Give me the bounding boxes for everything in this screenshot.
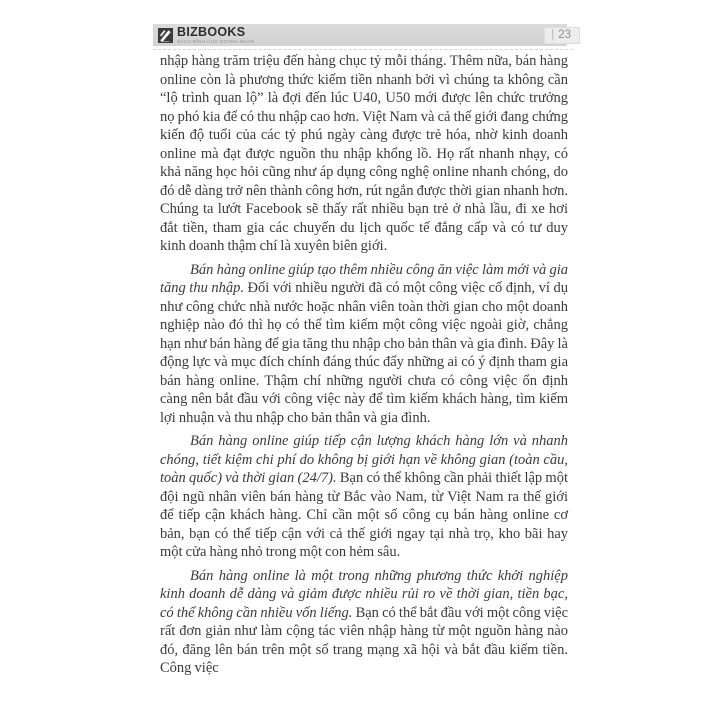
paragraph-2-lead-sentence: Bán hàng online giúp tạo thêm nhiều công ăn việc làm mới và gia tăng thu nhập. — [160, 261, 568, 296]
brand-text — [177, 26, 254, 44]
paragraph-2-text: Đối với nhiều người đã có một công việc cố định, ví dụ như công chức nhà nước hoặc nhân viên toàn thời gian cho một doanh nghiệp nào đó thì họ có thể tìm kiếm một công việc ngoài giờ, chẳng hạn như bán hàng để gia tăng thu nhập cho bản thân và gia đình. Đây là động lực và mục đích chính đáng thúc đẩy những ai có ý định tham gia bán hàng online. Thậm chí những người chưa có công việc ổn định càng nên bắt đầu với công việc này để tìm kiếm khách hàng, tìm kiếm lợi nhuận và thu nhập cho bản thân và gia đình. — [160, 280, 568, 426]
paragraph-3-text: Bạn có thể không cần phải thiết lập một đội ngũ nhân viên bán hàng từ Bắc vào Nam, từ Việt Nam ra thế giới để tiếp cận khách hàng. Chỉ cần một số công cụ bán hàng online cơ bản, bạn có thể tiếp cận với cả thế giới ngay tại nhà trọ, kho bãi hay một cửa hàng nhỏ trong một con hẻm sâu. — [160, 470, 568, 560]
body-text — [160, 52, 568, 678]
brand-tagline: SÁCH ĐỈNH CHO DOANH NHÂN — [177, 39, 255, 44]
page-number — [544, 27, 580, 44]
paragraph-4-text: Bạn có thể bắt đầu với một công việc rất đơn giản như làm cộng tác viên nhập hàng từ một nguồn hàng nào đó, đăng lên bán trên một số trang mạng xã hội và bắt đầu kiếm tiền. Công việc — [160, 604, 569, 676]
page-number-divider: | — [551, 28, 555, 41]
paragraph-4 — [160, 567, 568, 678]
publisher-logo — [158, 26, 254, 44]
bizbooks-logo-icon — [158, 28, 173, 43]
paragraph-3-lead-sentence: Bán hàng online giúp tiếp cận lượng khách hàng lớn và nhanh chóng, tiết kiệm chi phí do không bị giới hạn về không gian (toàn cầu, toàn quốc) và thời gian (24/7). — [160, 433, 568, 486]
paragraph-2 — [160, 261, 568, 428]
page-header-bar — [153, 24, 571, 46]
paragraph-3 — [160, 432, 568, 562]
brand-name: BIZBOOKS — [177, 25, 246, 39]
header-dashed-rule — [153, 49, 573, 50]
paragraph-4-lead-sentence: Bán hàng online là một trong những phương thức khởi nghiệp kinh doanh dễ dàng và giảm được nhiều rủi ro về thời gian, tiền bạc, có thể không cần nhiều vốn liếng. — [160, 567, 568, 621]
paragraph-1-text: nhập hàng trăm triệu đến hàng chục tỷ mỗi tháng. Thêm nữa, bán hàng online còn là phương thức kiếm tiền nhanh bởi vì chúng ta không cần “lộ trình quan lộ” là đợi đến lúc U40, U50 mới được lên chức trưởng nọ phó kia để có thu nhập cao hơn. Việt Nam và cả thế giới đang chứng kiến độ tuổi của các tỷ phú ngày càng được trẻ hóa, nhờ kinh doanh online mà đạt được nguồn thu nhập khổng lồ. Họ rất nhanh nhạy, có khả năng học hỏi cũng như áp dụng công nghệ online nhanh chóng, do đó dễ dàng trở nên thành công hơn, rút ngắn được thời gian nhanh hơn. Chúng ta lướt Facebook sẽ thấy rất nhiều bạn trẻ ở nhà lầu, đi xe hơi đắt tiền, tham gia các chuyến du lịch quốc tế đẳng cấp và có tư duy kinh doanh thậm chí là xuyên biên giới. — [160, 53, 568, 254]
paragraph-1 — [160, 52, 568, 256]
page-number-value: 23 — [558, 28, 571, 41]
